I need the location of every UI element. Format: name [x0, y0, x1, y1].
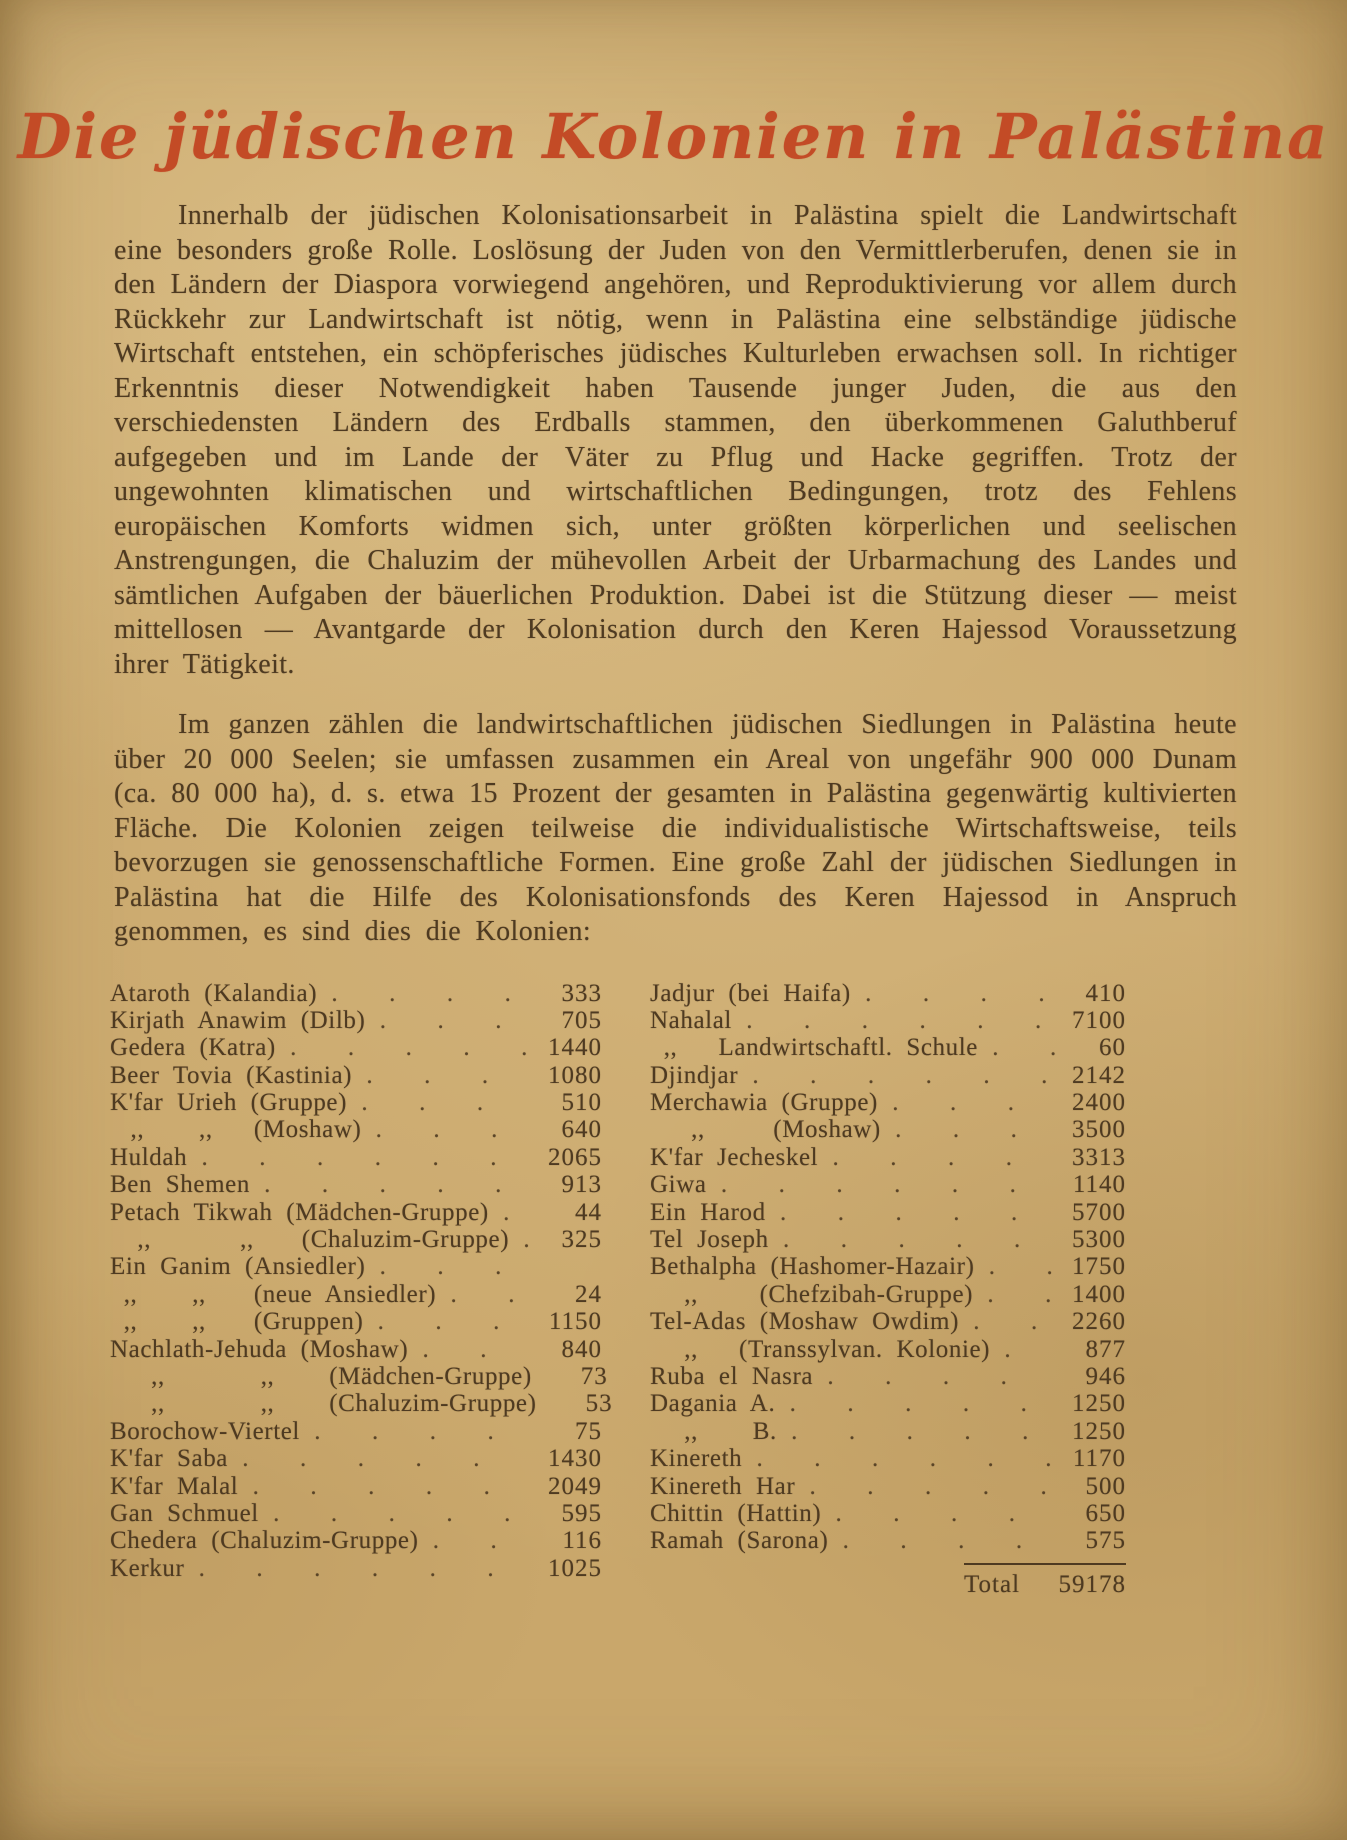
colony-name: ,, ,, (Moshaw): [110, 1116, 362, 1144]
colony-row: [650, 1473, 1126, 1500]
colony-value: 946: [1085, 1362, 1126, 1390]
colony-value: 1430: [548, 1445, 602, 1473]
colony-row: [650, 1445, 1126, 1472]
colony-name: Kinereth: [650, 1445, 743, 1473]
colony-name: Ben Shemen: [110, 1171, 250, 1199]
colony-name: ,, ,, (Gruppen): [110, 1308, 364, 1336]
colony-row: [650, 1089, 1126, 1116]
colony-value: 1150: [548, 1308, 602, 1336]
colony-row: [110, 980, 602, 1007]
dot-leader: [783, 1418, 1056, 1446]
colony-name: K'far Malal: [110, 1472, 239, 1500]
colony-value: 877: [1085, 1335, 1126, 1363]
paragraph-statistics: Im ganzen zählen die landwirtschaftlichen jüdischen Siedlungen in Palästina heute über 20 000 Seelen; sie umfassen zusammen ein Areal von ungefähr 900 000 Dunam (ca. 80 000 ha), d. s. etwa 15 Prozent der gesamten in Palästina gegenwärtig kultivierten Fläche. Die Kolonien zeigen teilweise die individualistische Wirtschaftsweise, teils bevorzugen sie genossenschaftliche Formen. Eine große Zahl der jüdischen Siedlungen in Palästina hat die Hilfe des Kolonisationsfonds des Keren Hajessod in Anspruch genommen, es sind dies die Kolonien:: [114, 709, 1237, 947]
dot-leader: [193, 1144, 532, 1172]
page-title: Die jüdischen Kolonien in Palästina: [17, 100, 1330, 173]
dot-leader: [744, 1062, 1056, 1090]
colony-value: 1080: [548, 1061, 602, 1089]
colony-list-right: [650, 980, 1126, 1555]
colony-name: Ein Harod: [650, 1198, 766, 1226]
colony-row: [110, 1281, 602, 1308]
colony-row: [110, 1500, 602, 1527]
dot-leader: [244, 1473, 532, 1501]
colony-name: ,, (Transsylvan. Kolonie): [650, 1335, 991, 1363]
colony-name: K'far Saba: [110, 1445, 229, 1473]
colony-name: ,, (Moshaw): [650, 1116, 881, 1144]
colony-value: 1025: [548, 1554, 602, 1582]
colony-value: 510: [561, 1089, 602, 1117]
dot-leader: [282, 1034, 532, 1062]
total-value: 59178: [1058, 1570, 1126, 1598]
colony-row: [110, 1555, 602, 1582]
colony-value: 2400: [1072, 1089, 1126, 1117]
colony-row: [110, 1062, 602, 1089]
colony-name: ,, Landwirtschaftl. Schule: [650, 1034, 978, 1062]
colony-value: 640: [561, 1116, 602, 1144]
colony-row: [110, 1336, 602, 1363]
colony-name: Nachlath-Jehuda (Moshaw): [110, 1335, 409, 1363]
colony-value: 1750: [1072, 1253, 1126, 1281]
dot-leader: [358, 1062, 532, 1090]
colony-row: [110, 1390, 613, 1418]
colony-row: [110, 1527, 602, 1554]
colony-name: Merchawia (Gruppe): [650, 1089, 878, 1117]
dot-leader: [414, 1336, 532, 1364]
dot-leader: [495, 1199, 532, 1227]
colony-value: 410: [1085, 979, 1126, 1007]
colony-value: 650: [1085, 1499, 1126, 1527]
colony-row: [650, 1226, 1126, 1253]
colony-value: 2049: [548, 1472, 602, 1500]
dot-leader: [775, 1226, 1056, 1254]
colony-row: [650, 1034, 1126, 1061]
colony-value: 116: [562, 1527, 602, 1555]
colony-name: Chittin (Hattin): [650, 1499, 822, 1527]
dot-leader: [772, 1199, 1056, 1227]
colony-value: 1440: [548, 1034, 602, 1062]
dot-leader: [425, 1527, 532, 1555]
colony-row: [110, 1089, 602, 1116]
colony-value: 7100: [1072, 1006, 1126, 1034]
colony-row: [110, 1362, 608, 1390]
colony-row: [650, 1390, 1126, 1417]
dot-leader: [819, 1363, 1056, 1391]
colony-name: Gan Schmuel: [110, 1499, 259, 1527]
dot-leader: [369, 1308, 532, 1336]
dot-leader: [981, 1253, 1057, 1281]
colony-name: Petach Tikwah (Mädchen-Gruppe): [110, 1198, 489, 1226]
colony-name: Ataroth (Kalandia): [110, 979, 318, 1007]
colony-row: [650, 1007, 1126, 1034]
colony-name: Nahalal: [650, 1006, 732, 1034]
colony-name: Ein Ganim (Ansiedler): [110, 1253, 366, 1281]
colony-row: [650, 1062, 1126, 1089]
colony-value: 1140: [1072, 1171, 1126, 1199]
colony-value: 60: [1099, 1034, 1126, 1062]
colony-name: Tel Joseph: [650, 1226, 769, 1254]
colony-row: [650, 1308, 1126, 1335]
colony-name: Djindjar: [650, 1061, 739, 1089]
colony-row: [110, 1007, 602, 1034]
colony-value: 75: [575, 1417, 602, 1445]
colony-table: [110, 980, 1347, 1599]
colony-row: [650, 1418, 1126, 1445]
colony-value: 2142: [1072, 1061, 1126, 1089]
dot-leader: [748, 1445, 1056, 1473]
colony-name: K'far Jecheskel: [650, 1143, 819, 1171]
dot-leader: [884, 1089, 1056, 1117]
colony-name: ,, ,, (Chaluzim-Gruppe): [110, 1390, 537, 1418]
colony-value: 1250: [1072, 1390, 1126, 1418]
dot-leader: [190, 1555, 532, 1583]
dot-leader: [371, 1007, 532, 1035]
colony-name: ,, ,, (neue Ansiedler): [110, 1280, 437, 1308]
dot-leader: [371, 1253, 532, 1281]
colony-row: [110, 1308, 602, 1335]
colony-value: 73: [580, 1362, 608, 1390]
colony-row: [110, 1253, 602, 1280]
dot-leader: [713, 1171, 1056, 1199]
colony-name: Dagania A.: [650, 1390, 776, 1418]
dot-leader: [442, 1281, 532, 1309]
colony-name: Bethalpha (Hashomer-Hazair): [650, 1253, 975, 1281]
colony-row: [650, 1336, 1126, 1363]
colony-name: Gedera (Katra): [110, 1034, 276, 1062]
dot-leader: [801, 1473, 1056, 1501]
colony-value: 500: [1085, 1472, 1126, 1500]
colony-row: [650, 1363, 1126, 1390]
colony-name: ,, B.: [650, 1417, 777, 1445]
dot-leader: [965, 1308, 1056, 1336]
total-label: Total: [964, 1570, 1021, 1598]
colony-value: 2065: [548, 1143, 602, 1171]
colony-name: Tel-Adas (Moshaw Owdim): [650, 1308, 960, 1336]
colony-value: 1170: [1072, 1445, 1126, 1473]
colony-row: [110, 1418, 602, 1445]
colony-name: Huldah: [110, 1143, 188, 1171]
colony-value: 1250: [1072, 1417, 1126, 1445]
colony-row: [110, 1473, 602, 1500]
colony-value: 705: [561, 1006, 602, 1034]
colony-row: [650, 1199, 1126, 1226]
dot-leader: [979, 1281, 1056, 1309]
dot-leader: [824, 1144, 1056, 1172]
colony-row: [650, 1144, 1126, 1171]
colony-row: [110, 1226, 602, 1253]
colony-row: [110, 1199, 602, 1226]
colony-name: Ruba el Nasra: [650, 1362, 814, 1390]
colony-value: 575: [1085, 1527, 1126, 1555]
colony-value: 53: [585, 1390, 613, 1418]
dot-leader: [996, 1336, 1056, 1364]
colony-value: 24: [575, 1280, 602, 1308]
colony-row: [650, 1500, 1126, 1527]
colony-value: 913: [561, 1171, 602, 1199]
dot-leader: [834, 1527, 1056, 1555]
colony-value: 2260: [1072, 1308, 1126, 1336]
colony-name: Kinereth Har: [650, 1472, 796, 1500]
colony-value: 325: [561, 1226, 602, 1254]
colony-row: [110, 1445, 602, 1472]
total-row: [964, 1563, 1126, 1599]
colony-value: 3313: [1072, 1143, 1126, 1171]
paragraph-intro: Innerhalb der jüdischen Kolonisationsarbeit in Palästina spielt die Landwirtschaft eine besonders große Rolle. Loslösung der Juden von den Vermittlerberufen, denen sie in den Ländern der Diaspora vorwiegend angehören, und Reproduktivierung vor allem durch Rückkehr zur Landwirtschaft ist nötig, wenn in Palästina eine selbständige jüdische Wirtschaft entstehen, ein schöpferisches jüdisches Kulturleben erwachsen soll. In richtiger Erkenntnis dieser Notwendigkeit haben Tausende junger Juden, die aus den verschiedensten Ländern des Erdballs stammen, den überkommenen Galuthberuf aufgegeben und im Lande der Väter zu Pflug und Hacke gegriffen. Trotz der ungewohnten klimatischen und wirtschaftlichen Bedingungen, trotz des Fehlens europäischen Komforts widmen sich, unter größten körperlichen und seelischen Anstrengungen, die Chaluzim der mühevollen Arbeit der Urbarmachung des Landes und sämtlichen Aufgaben der bäuerlichen Produktion. Dabei ist die Stützung dieser — meist mittellosen — Avantgarde der Kolonisation durch den Keren Hajessod Voraussetzung ihrer Tätigkeit.: [114, 200, 1237, 680]
colony-row: [110, 1171, 602, 1198]
dot-leader: [265, 1500, 532, 1528]
body-text: [114, 199, 1237, 950]
colony-row: [650, 1116, 1126, 1143]
colony-value: 1400: [1072, 1280, 1126, 1308]
dot-leader: [827, 1500, 1056, 1528]
colony-row: [650, 1527, 1126, 1554]
colony-name: ,, ,, (Chaluzim-Gruppe): [110, 1226, 510, 1254]
colony-value: 333: [561, 979, 602, 1007]
colony-row: [650, 980, 1126, 1007]
colony-list-right-wrap: [650, 980, 1126, 1599]
dot-leader: [323, 980, 532, 1008]
dot-leader: [781, 1390, 1056, 1418]
colony-row: [650, 1281, 1126, 1308]
colony-row: [110, 1116, 602, 1143]
colony-row: [110, 1034, 602, 1061]
dot-leader: [234, 1445, 532, 1473]
colony-name: Borochow-Viertel: [110, 1417, 300, 1445]
colony-value: 44: [575, 1198, 602, 1226]
dot-leader: [857, 980, 1056, 1008]
dot-leader: [256, 1171, 532, 1199]
dot-leader: [984, 1034, 1056, 1062]
dot-leader: [367, 1116, 532, 1144]
dot-leader: [738, 1007, 1056, 1035]
colony-value: 5700: [1072, 1198, 1126, 1226]
colony-row: [110, 1144, 602, 1171]
colony-value: 840: [561, 1335, 602, 1363]
dot-leader: [515, 1226, 532, 1254]
colony-name: Giwa: [650, 1171, 707, 1199]
colony-value: 595: [561, 1499, 602, 1527]
colony-value: 5300: [1072, 1226, 1126, 1254]
dot-leader: [306, 1418, 532, 1446]
dot-leader: [887, 1116, 1056, 1144]
colony-name: Kirjath Anawim (Dilb): [110, 1006, 366, 1034]
colony-name: Jadjur (bei Haifa): [650, 979, 851, 1007]
colony-value: 3500: [1072, 1116, 1126, 1144]
colony-name: Ramah (Sarona): [650, 1527, 829, 1555]
colony-row: [650, 1171, 1126, 1198]
colony-name: Beer Tovia (Kastinia): [110, 1061, 353, 1089]
colony-name: Kerkur: [110, 1554, 185, 1582]
colony-name: ,, ,, (Mädchen-Gruppe): [110, 1362, 532, 1390]
colony-row: [650, 1253, 1126, 1280]
colony-name: ,, (Chefzibah-Gruppe): [650, 1280, 974, 1308]
colony-name: Chedera (Chaluzim-Gruppe): [110, 1527, 419, 1555]
dot-leader: [353, 1089, 532, 1117]
colony-list-left: [110, 979, 613, 1599]
colony-name: K'far Urieh (Gruppe): [110, 1089, 348, 1117]
